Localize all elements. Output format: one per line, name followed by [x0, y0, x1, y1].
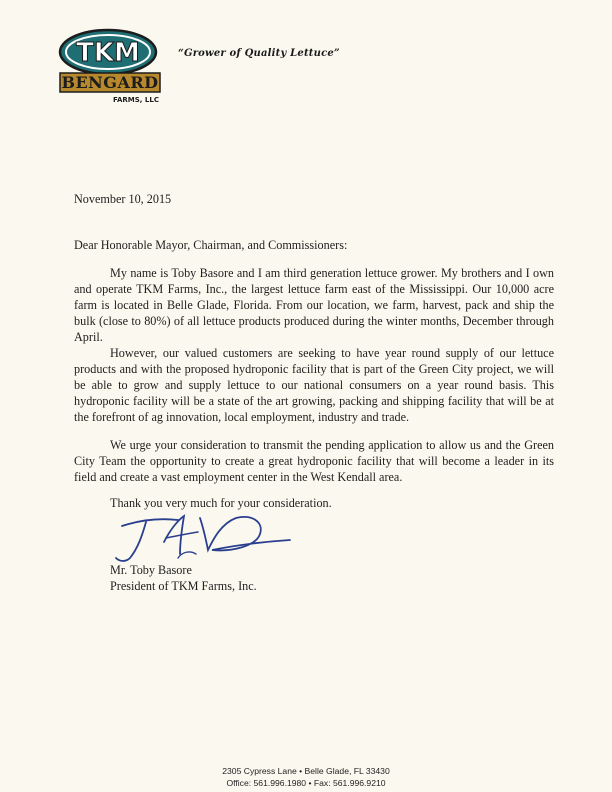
- company-tagline: “Grower of Quality Lettuce”: [178, 48, 340, 59]
- letter-date: November 10, 2015: [74, 192, 172, 206]
- footer-contact: Office: 561.996.1980 • Fax: 561.996.9210: [226, 778, 386, 788]
- footer-address: 2305 Cypress Lane • Belle Glade, FL 33430: [222, 766, 390, 776]
- logo-tkm-text: TKM: [76, 38, 140, 68]
- paragraph-3: We urge your consideration to transmit the pending application to allow us and the Green City Team the opportunity to create a great hydroponic facility that will become a leader in its field and create a vast employment center in the West Kendall area.: [74, 438, 554, 485]
- tkm-bengard-logo: [56, 26, 166, 108]
- letter-salutation: Dear Honorable Mayor, Chairman, and Commissioners:: [74, 238, 348, 252]
- signer-title: President of TKM Farms, Inc.: [110, 579, 257, 593]
- logo-sub-text: FARMS, LLC: [113, 96, 159, 104]
- letter-closing: Thank you very much for your consideration.: [110, 496, 332, 510]
- logo-brand-text: BENGARD: [61, 73, 159, 92]
- paragraph-2: However, our valued customers are seeking to have year round supply of our lettuce products and with the proposed hydroponic facility that is part of the Green City project, we will be able to grow and supply lettuce to our national consumers on a year round basis. This hydroponic facility will be a state of the art growing, packing and shipping facility that will be at the forefront of ag innovation, local employment, industry and trade.: [74, 346, 554, 425]
- signer-name: Mr. Toby Basore: [110, 563, 192, 577]
- paragraph-1: My name is Toby Basore and I am third generation lettuce grower. My brothers and I own and operate TKM Farms, Inc., the largest lettuce farm east of the Mississippi. Our 10,000 acre farm is located in Belle Glade, Florida. From our location, we farm, harvest, pack and ship the bulk (close to 80%) of all lettuce products produced during the winter months, December through April.: [74, 266, 554, 345]
